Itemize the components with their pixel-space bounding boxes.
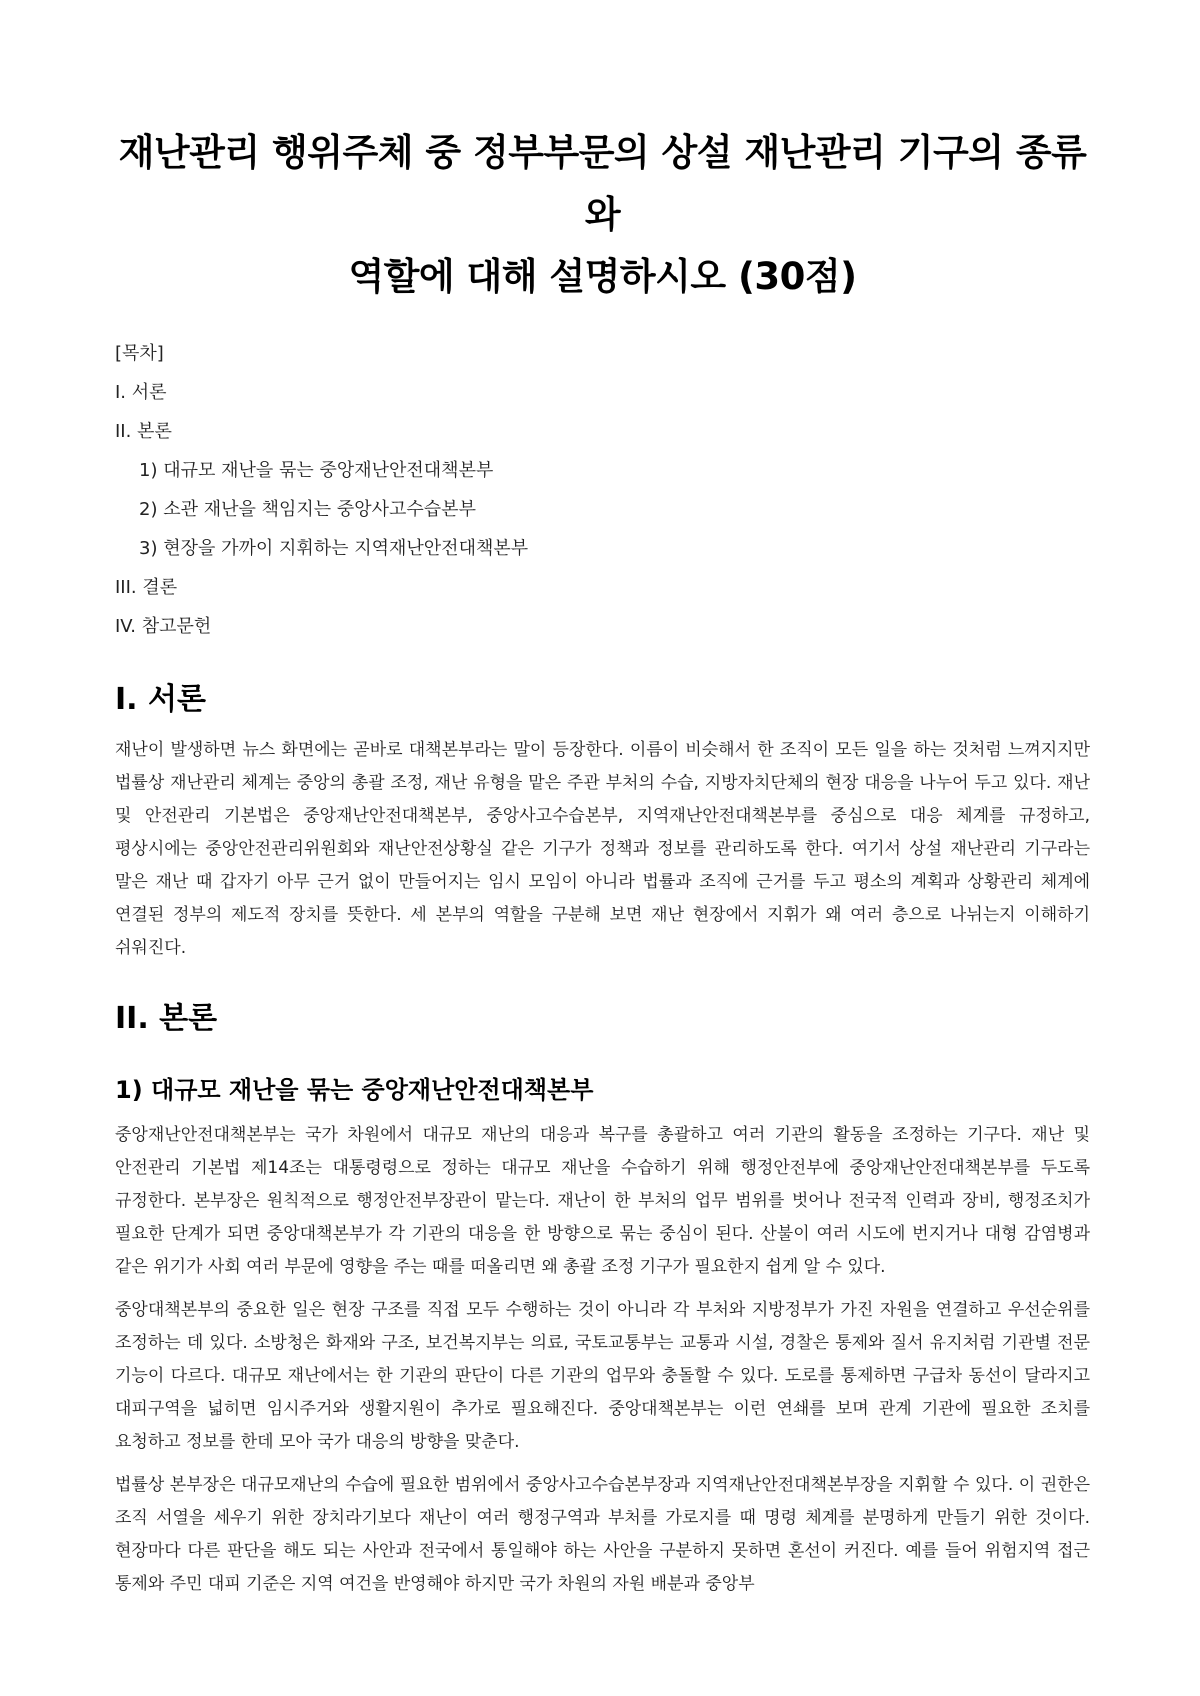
table-of-contents	[115, 334, 1090, 646]
toc-item-body-1: 1) 대규모 재난을 묶는 중앙재난안전대책본부	[139, 460, 494, 481]
toc-heading: [목차]	[115, 343, 164, 364]
section-heading-intro: I. 서론	[115, 682, 206, 717]
body-paragraph-1: 중앙재난안전대책본부는 국가 차원에서 대규모 재난의 대응과 복구를 총괄하고 여러 기관의 활동을 조정하는 기구다. 재난 및 안전관리 기본법 제14조는 대통령령으로 정하는 대규모 재난을 수습하기 위해 행정안전부에 중앙재난안전대책본부를 두도록 규정한다. 본부장은 원칙적으로 행정안전부장관이 맡는다. 재난이 한 부처의 업무 범위를 벗어나 전국적 인력과 장비, 행정조치가 필요한 단계가 되면 중앙대책본부가 각 기관의 대응을 한 방향으로 묶는 중심이 된다. 산불이 여러 시도에 번지거나 대형 감염병과 같은 위기가 사회 여러 부문에 영향을 주는 때를 떠올리면 왜 총괄 조정 기구가 필요한지 쉽게 알 수 있다.	[115, 1125, 1090, 1277]
body-paragraph-2: 중앙대책본부의 중요한 일은 현장 구조를 직접 모두 수행하는 것이 아니라 각 부처와 지방정부가 가진 자원을 연결하고 우선순위를 조정하는 데 있다. 소방청은 화재와 구조, 보건복지부는 의료, 국토교통부는 교통과 시설, 경찰은 통제와 질서 유지처럼 기관별 전문 기능이 다르다. 대규모 재난에서는 한 기관의 판단이 다른 기관의 업무와 충돌할 수 있다. 도로를 통제하면 구급차 동선이 달라지고 대피구역을 넓히면 임시주거와 생활지원이 추가로 필요해진다. 중앙대책본부는 이런 연쇄를 보며 관계 기관에 필요한 조치를 요청하고 정보를 한데 모아 국가 대응의 방향을 맞춘다.	[115, 1300, 1090, 1452]
toc-item-intro: I. 서론	[115, 382, 167, 403]
toc-item-references: IV. 참고문헌	[115, 616, 212, 637]
title-line-1: 재난관리 행위주체 중 정부부문의 상설 재난관리 기구의 종류와	[118, 131, 1087, 236]
toc-item-body-3: 3) 현장을 가까이 지휘하는 지역재난안전대책본부	[139, 538, 529, 559]
title-line-2: 역할에 대해 설명하시오 (30점)	[348, 255, 857, 298]
toc-item-body-2: 2) 소관 재난을 책임지는 중앙사고수습본부	[139, 499, 476, 520]
toc-item-body: II. 본론	[115, 421, 172, 442]
toc-item-conclusion: III. 결론	[115, 577, 178, 598]
section-heading-body: II. 본론	[115, 1001, 218, 1036]
intro-paragraph: 재난이 발생하면 뉴스 화면에는 곧바로 대책본부라는 말이 등장한다. 이름이 비슷해서 한 조직이 모든 일을 하는 것처럼 느껴지지만 법률상 재난관리 체계는 중앙의 총괄 조정, 재난 유형을 맡은 주관 부처의 수습, 지방자치단체의 현장 대응을 나누어 두고 있다. 재난 및 안전관리 기본법은 중앙재난안전대책본부, 중앙사고수습본부, 지역재난안전대책본부를 중심으로 대응 체계를 규정하고, 평상시에는 중앙안전관리위원회와 재난안전상황실 같은 기구가 정책과 정보를 관리하도록 한다. 여기서 상설 재난관리 기구라는 말은 재난 때 갑자기 아무 근거 없이 만들어지는 임시 모임이 아니라 법률과 조직에 근거를 두고 평소의 계획과 상황관리 체계에 연결된 정부의 제도적 장치를 뜻한다. 세 본부의 역할을 구분해 보면 재난 현장에서 지휘가 왜 여러 층으로 나뉘는지 이해하기 쉬워진다.	[115, 740, 1090, 958]
document-title	[115, 122, 1090, 308]
subsection-heading-1: 1) 대규모 재난을 묶는 중앙재난안전대책본부	[115, 1076, 594, 1104]
body-paragraph-3: 법률상 본부장은 대규모재난의 수습에 필요한 범위에서 중앙사고수습본부장과 지역재난안전대책본부장을 지휘할 수 있다. 이 권한은 조직 서열을 세우기 위한 장치라기보다 재난이 여러 행정구역과 부처를 가로지를 때 명령 체계를 분명하게 만들기 위한 것이다. 현장마다 다른 판단을 해도 되는 사안과 전국에서 통일해야 하는 사안을 구분하지 못하면 혼선이 커진다. 예를 들어 위험지역 접근 통제와 주민 대피 기준은 지역 여건을 반영해야 하지만 국가 차원의 자원 배분과 중앙부	[115, 1475, 1090, 1594]
